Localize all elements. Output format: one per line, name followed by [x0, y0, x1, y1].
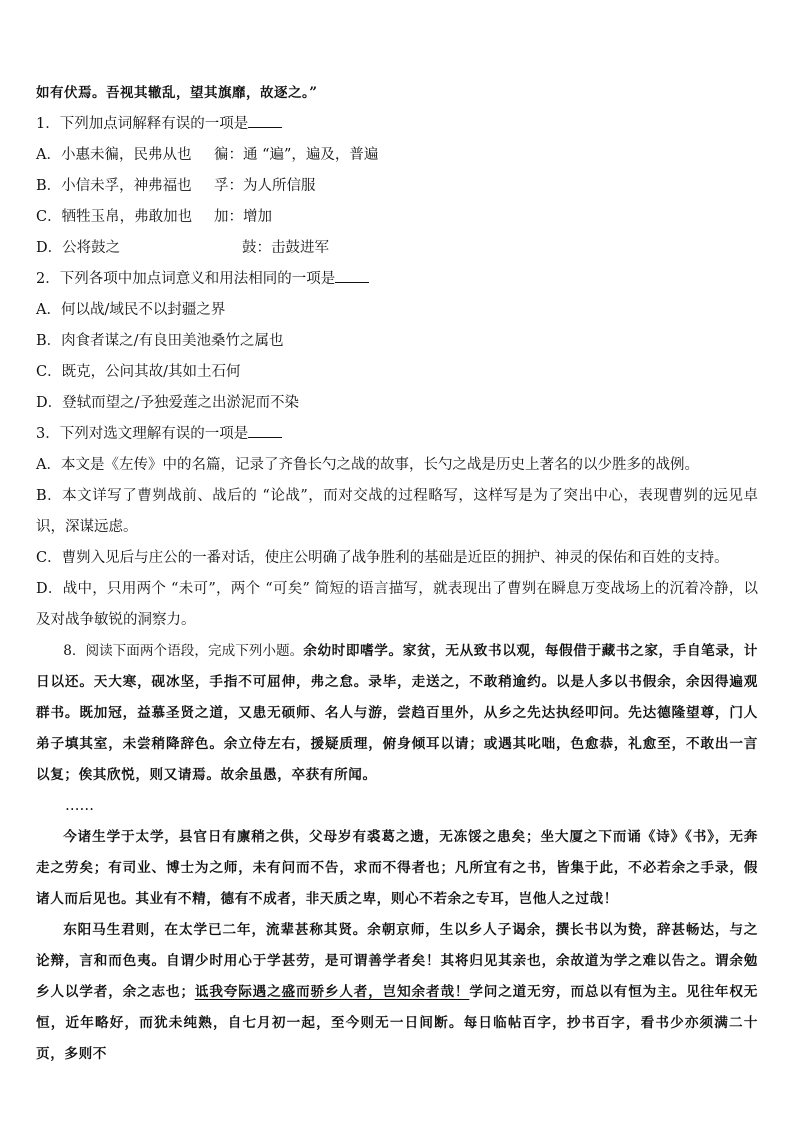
- question-3-option-d: D．战中，只用两个 “未可”，两个 “可矣” 简短的语言描写，就表现出了曹刿在瞬息万变战场上的沉着冷静，以及对战争敏锐的洞察力。: [36, 581, 758, 628]
- question-8-passage-2: 今诸生学于太学，县官日有廪稍之供，父母岁有裘葛之遗，无冻馁之患矣；坐大厦之下而诵《诗》《书》，无奔走之劳矣；有司业、博士为之师，未有问而不告，求而不得者也；凡所宜有之书，皆集于此，不必若余之手录，假诸人而后见也。其业有不精，德有不成者，非天质之卑，则心不若余之专耳，岂他人之过哉！: [36, 829, 758, 907]
- option-text: C．牺牲玉帛，弗敢加也: [36, 209, 193, 225]
- question-3-option-b: B．本文详写了曹刿战前、战后的 “论战”，而对交战的过程略写，这样写是为了突出中心，表现曹刿的远见卓识，深谋远虑。: [36, 488, 758, 535]
- option-note: 徧：通 “遍”，遍及，普遍: [214, 147, 379, 163]
- question-2-option-a: A．何以战/域民不以封疆之界: [36, 302, 226, 318]
- option-text: D．公将鼓之: [36, 240, 121, 256]
- question-2-option-c: C．既克，公问其故/其如土石何: [36, 364, 241, 380]
- question-2-option-d: D．登轼而望之/予独爱莲之出淤泥而不染: [36, 395, 300, 411]
- passage-top-line: 如有伏焉。吾视其辙乱，望其旗靡，故逐之。”: [36, 85, 318, 101]
- answer-blank: [335, 270, 369, 283]
- question-3-stem: [36, 419, 758, 450]
- passage-1-text: 余幼时即嗜学。家贫，无从致书以观，每假借于藏书之家，手自笔录，计日以还。天大寒，砚冰坚，手指不可屈伸，弗之怠。录毕，走送之，不敢稍逾约。以是人多以书假余，余因得遍观群书。既加冠，益慕圣贤之道，又患无硕师、名人与游，尝趋百里外，从乡之先达执经叩问。先达德隆望尊，门人弟子填其室，未尝稍降辞色。余立侍左右，援疑质理，俯身倾耳以请；或遇其叱咄，色愈恭，礼愈至，不敢出一言以复；俟其欣悦，则又请焉。故余虽愚，卒获有所闻。: [36, 643, 758, 783]
- answer-blank: [248, 115, 282, 128]
- question-1-option-a: [36, 140, 758, 171]
- question-8-lead: 8．阅读下面两个语段，完成下列小题。: [63, 643, 304, 659]
- question-1-option-b: [36, 171, 758, 202]
- question-1-option-d: [36, 233, 758, 264]
- passage-3-text-after: 学问之道无穷，而总以有恒为主。见往年权无恒，近年略好，而犹未纯熟，自七月初一起，至今则无一日间断。每日临帖百字，抄书百字，看书少亦须满二十页，多则不: [36, 984, 758, 1062]
- question-2-option-b: B．肉食者谋之/有良田美池桑竹之属也: [36, 333, 284, 349]
- passage-ellipsis: ……: [65, 798, 94, 814]
- question-8-passage-3: [36, 915, 758, 1070]
- document-page: [36, 78, 758, 1070]
- option-note: 加：增加: [214, 209, 272, 225]
- question-1-stem: [36, 109, 758, 140]
- question-8-passage-1: [36, 636, 758, 791]
- question-2-text: 2．下列各项中加点词意义和用法相同的一项是: [36, 271, 336, 287]
- question-1-option-c: [36, 202, 758, 233]
- question-3-option-c: C．曹刿入见后与庄公的一番对话，使庄公明确了战争胜利的基础是近臣的拥护、神灵的保佑和百姓的支持。: [36, 550, 729, 566]
- passage-3-underlined-sentence: 诋我夸际遇之盛而骄乡人者，岂知余者哉！: [194, 984, 470, 1000]
- question-2-stem: [36, 264, 758, 295]
- question-3-text: 3．下列对选文理解有误的一项是: [36, 426, 249, 442]
- question-1-text: 1．下列加点词解释有误的一项是: [36, 116, 249, 132]
- option-text: A．小惠未徧，民弗从也: [36, 147, 192, 163]
- answer-blank: [248, 425, 282, 438]
- passage-3-text-before: 东阳马生君则，在太学已二年，流辈甚称其贤。余朝京师，生以乡人子谒余，撰长书以为贽，辞甚畅达，与之论辩，言和而色夷。自谓少时用心于学甚劳，是可谓善学者矣！其将归见其亲也，余故道为学之难以告之。谓余勉乡人以学者，余之志也；: [36, 922, 758, 1000]
- question-3-option-a: A．本文是《左传》中的名篇，记录了齐鲁长勺之战的故事，长勺之战是历史上著名的以少胜多的战例。: [36, 457, 699, 473]
- option-note: 鼓：击鼓进军: [242, 240, 329, 256]
- option-note: 孚：为人所信服: [214, 178, 316, 194]
- option-text: B．小信未孚，神弗福也: [36, 178, 192, 194]
